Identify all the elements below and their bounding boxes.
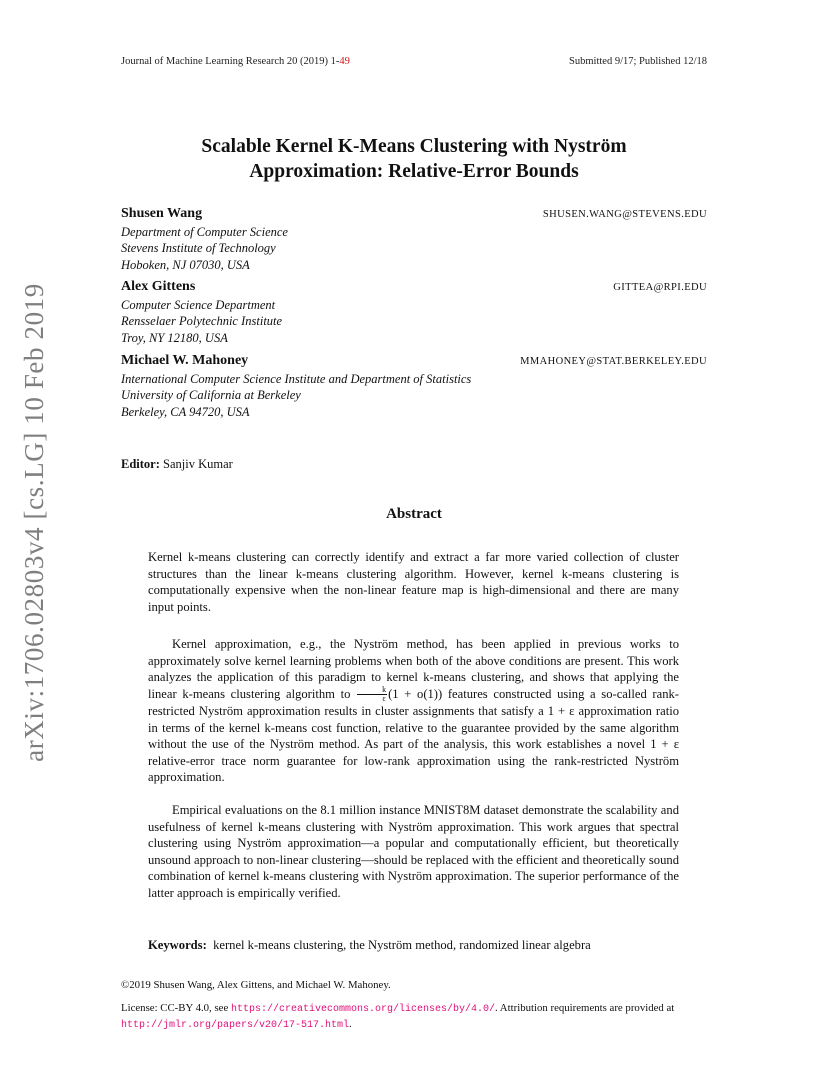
author-email[interactable]: GITTEA@RPI.EDU: [613, 282, 707, 293]
abstract-paragraph-2: Kernel approximation, e.g., the Nyström method, has been applied in previous works to approximately solve kernel learning problems when both of the above conditions are present. This work analyzes the application of this paradigm to kernel k-means clustering, and shows that applying the linear k-means clustering algorithm to $\frac{k}{\varepsilon}$ (1 + o(1)) features constructed using a so-called rank-restricted Nyström approximation results in cluster assignments that satisfy a 1 + ε approximation ratio in terms of the kernel k-means cost function, relative to the guarantee provided by the same algorithm without the use of the Nyström method. As part of the analysis, this work establishes a novel 1 + ε relative-error trace norm guarantee for low-rank approximation using the rank-restricted Nyström approximation.: [148, 637, 679, 785]
author-block-1: [121, 206, 707, 273]
running-header: [121, 56, 707, 67]
submission-dates: Submitted 9/17; Published 12/18: [569, 56, 707, 67]
title-line-1: Scalable Kernel K-Means Clustering with Nyström: [201, 136, 627, 157]
affiliation-line: International Computer Science Institute and Department of Statistics: [121, 371, 472, 386]
keywords-line: [148, 938, 688, 953]
abstract-paragraph-3: Empirical evaluations on the 8.1 million instance MNIST8M dataset demonstrate the scalability and usefulness of kernel k-means clustering with Nyström approximation. This work argues that spectral clustering using Nyström approximation—a popular and computationally efficient, but theoretically unsound approach to non-linear clustering—should be replaced with the efficient and theoretically sound combination of kernel k-means clustering with Nyström approximation. The superior performance of the latter approach is empirically verified.: [148, 803, 679, 900]
affiliation-line: Troy, NY 12180, USA: [121, 330, 228, 345]
affiliation-line: Rensselaer Polytechnic Institute: [121, 314, 283, 329]
author-email[interactable]: MMAHONEY@STAT.BERKELEY.EDU: [520, 356, 707, 367]
abstract-paragraph-1: Kernel k-means clustering can correctly identify and extract a far more varied collection of cluster structures than the linear k-means clustering algorithm. However, kernel k-means clustering is computationally expensive when the non-linear feature map is high-dimensional and there are many input points.: [148, 550, 679, 614]
author-block-3: [121, 353, 707, 420]
author-name: Michael W. Mahoney: [121, 353, 249, 368]
page-range-link[interactable]: 49: [339, 56, 350, 67]
affiliation-line: Computer Science Department: [121, 297, 276, 312]
affiliation-line: Berkeley, CA 94720, USA: [121, 404, 250, 419]
author-name: Alex Gittens: [121, 279, 196, 294]
editor-line: [121, 457, 233, 472]
license-url-link[interactable]: https://creativecommons.org/licenses/by/4.0/: [230, 1004, 495, 1015]
copyright-notice: ©2019 Shusen Wang, Alex Gittens, and Michael W. Mahoney.: [121, 979, 391, 991]
keywords-text: kernel k-means clustering, the Nyström method, randomized linear algebra: [213, 938, 591, 952]
author-block-2: [121, 279, 707, 346]
journal-citation: Journal of Machine Learning Research 20 (2019) 1-49: [121, 56, 350, 67]
arxiv-watermark: arXiv:1706.02803v4 [cs.LG] 10 Feb 2019: [18, 282, 49, 762]
license-notice: License: CC-BY 4.0, see https://creativecommons.org/licenses/by/4.0/. Attribution requirements are provided at http://jmlr.org/papers/v20/17-517.html.: [121, 1002, 675, 1031]
fraction-k-over-epsilon: $\frac{k}{\varepsilon}$: [357, 686, 387, 703]
abstract-heading: Abstract: [386, 506, 442, 522]
paper-url-link[interactable]: http://jmlr.org/papers/v20/17-517.html: [121, 1020, 350, 1031]
editor-label: Editor:: [121, 457, 160, 471]
affiliation-line: University of California at Berkeley: [121, 388, 301, 403]
editor-name: Sanjiv Kumar: [163, 457, 233, 471]
affiliation-line: Stevens Institute of Technology: [121, 241, 276, 256]
affiliation-line: Hoboken, NJ 07030, USA: [121, 257, 250, 272]
author-email[interactable]: SHUSEN.WANG@STEVENS.EDU: [542, 209, 707, 220]
paper-title: [121, 134, 707, 184]
affiliation-line: Department of Computer Science: [121, 224, 288, 239]
title-line-2: Approximation: Relative-Error Bounds: [249, 161, 579, 182]
author-name: Shusen Wang: [121, 206, 203, 221]
keywords-label: Keywords:: [148, 938, 207, 952]
